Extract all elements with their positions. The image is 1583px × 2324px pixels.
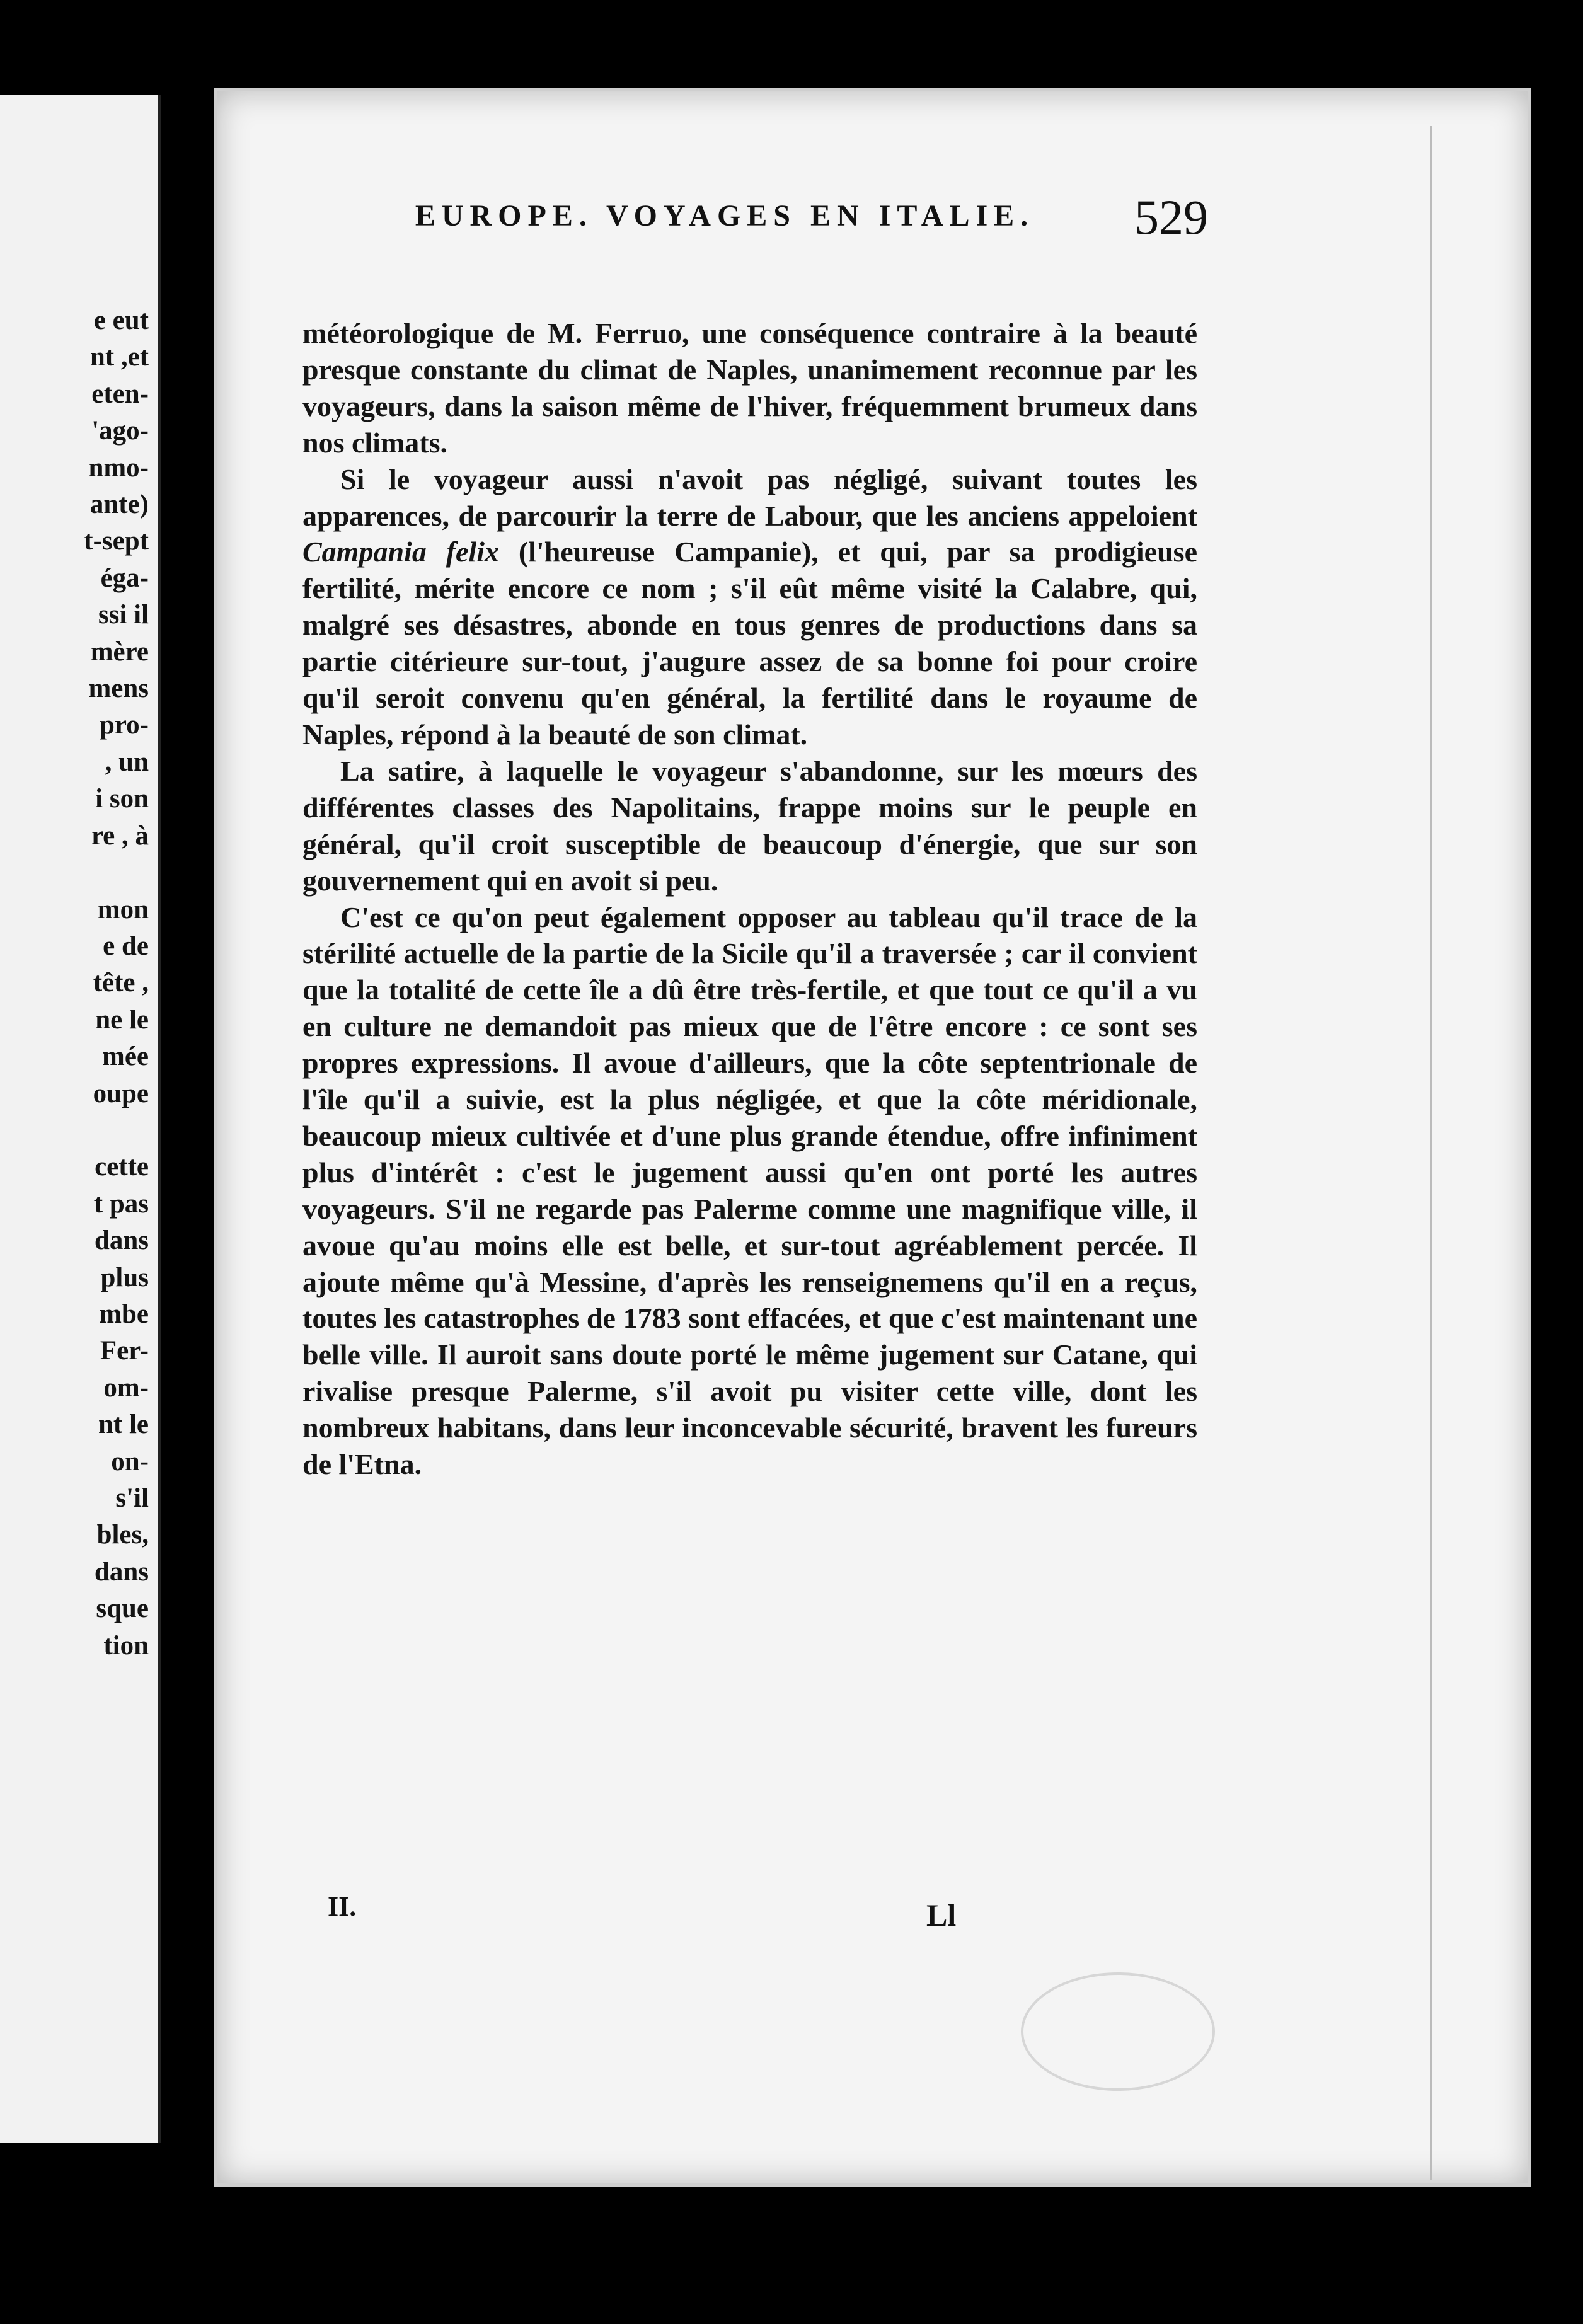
paragraph-2	[302, 461, 1197, 753]
left-page-fragment	[0, 95, 161, 2143]
signature-mark: Ll	[926, 1897, 957, 1933]
page-number: 529	[1134, 190, 1208, 244]
page-body	[302, 315, 1197, 1483]
paragraph-1: météorologique de M. Ferruo, une conséquence contraire à la beauté presque constante du climat de Naples, unanimement reconnue par les voyageurs, dans la saison même de l'hiver, fréquemment brumeux dans nos climats.	[302, 317, 1197, 459]
paragraph-2-text-after: (l'heureuse Campanie), et qui, par sa prodigieuse fertilité, mérite encore ce nom ; s'il eût même visité la Calabre, qui, malgré ses désastres, abonde en tous genres de productions dans sa partie citérieure sur-tout, j'augure assez de sa bonne foi pour croire qu'il seroit convenu qu'en général, la fertilité dans le royaume de Naples, répond à la beauté de son climat.	[302, 536, 1197, 751]
paragraph-3: La satire, à laquelle le voyageur s'abandonne, sur les mœurs des différentes classes des Napolitains, frappe moins sur le peuple en général, qu'il croit susceptible de beaucoup d'énergie, que sur son gouvernement qui en avoit si peu.	[302, 754, 1197, 897]
running-title: EUROPE. VOYAGES EN ITALIE.	[415, 199, 1035, 233]
library-stamp	[1021, 1972, 1215, 2091]
italic-term: Campania felix	[302, 536, 499, 568]
paragraph-2-text-before: Si le voyageur aussi n'avoit pas négligé, suivant toutes les apparences, de parcourir la terre de Labour, que les anciens appeloient	[302, 463, 1197, 532]
volume-number: II.	[328, 1891, 357, 1922]
left-page-text: e eut nt ,et eten- 'ago- nmo- ante) t-sept éga- ssi il mère mens pro- , un i son re , à mon e de tête , ne le mée oupe cette t pas dans plus mbe Fer- om- nt le on- s'il bles, dans sque tion	[84, 306, 149, 1660]
page-edge	[1430, 126, 1527, 2180]
paragraph-4: C'est ce qu'on peut également opposer au tableau qu'il trace de la stérilité actuelle de la partie de la Sicile qu'il a traversée ; car il convient que la totalité de cette île a dû être très-fertile, et que tout ce qu'il a vu en culture ne demandoit pas mieux que de l'être encore : ce sont ses propres expressions. Il avoue d'ailleurs, que la côte septentrionale de l'île qu'il a suivie, est la plus négligée, et que la côte méridionale, beaucoup mieux cultivée et d'une plus grande étendue, offre infiniment plus d'intérêt : c'est le jugement aussi qu'en ont porté les autres voyageurs. S'il ne regarde pas Palerme comme une magnifique ville, il avoue qu'au moins elle est belle, et sur-tout agréablement percée. Il ajoute même qu'à Messine, d'après les renseignemens qu'il en a reçus, toutes les catastrophes de 1783 sont effacées, et que c'est maintenant une belle ville. Il auroit sans doute porté le même jugement sur Catane, qui rivalise presque Palerme, s'il avoit pu visiter cette ville, dont les nombreux habitans, dans leur inconcevable sécurité, bravent les fureurs de l'Etna.	[302, 900, 1197, 1481]
